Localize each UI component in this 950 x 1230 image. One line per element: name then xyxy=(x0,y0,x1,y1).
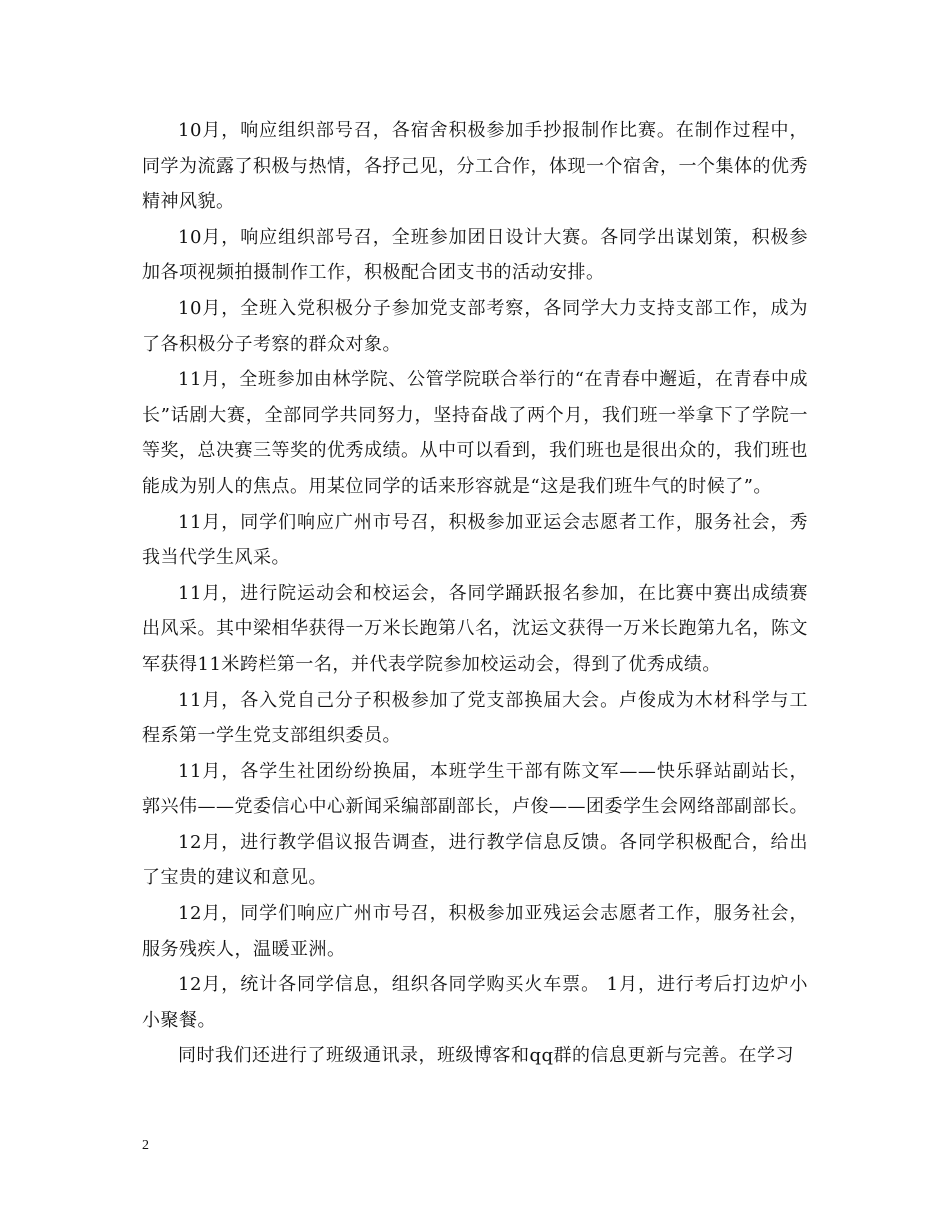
paragraph: 11月，同学们响应广州市号召，积极参加亚运会志愿者工作，服务社会，秀我当代学生风采。 xyxy=(142,511,808,569)
page-number: 2 xyxy=(142,1138,149,1153)
paragraph: 10月，响应组织部号召，全班参加团日设计大赛。各同学出谋划策，积极参加各项视频拍摄制作工作，积极配合团支书的活动安排。 xyxy=(142,226,808,284)
paragraph: 11月，各学生社团纷纷换届，本班学生干部有陈文军——快乐驿站副站长，郭兴伟——党委信心中心新闻采编部副部长，卢俊——团委学生会网络部副部长。 xyxy=(142,760,808,818)
paragraph: 11月，进行院运动会和校运会，各同学踊跃报名参加，在比赛中赛出成绩赛出风采。其中梁相华获得一万米长跑第八名，沈运文获得一万米长跑第九名，陈文军获得11米跨栏第一名，并代表学院参加校运动会，得到了优秀成绩。 xyxy=(142,582,808,675)
paragraph: 同时我们还进行了班级通讯录，班级博客和qq群的信息更新与完善。在学习 xyxy=(178,1045,795,1067)
paragraph: 10月，全班入党积极分子参加党支部考察，各同学大力支持支部工作，成为了各积极分子考察的群众对象。 xyxy=(142,297,808,355)
paragraph: 11月，各入党自己分子积极参加了党支部换届大会。卢俊成为木材科学与工程系第一学生党支部组织委员。 xyxy=(142,689,808,747)
paragraph: 12月，进行教学倡议报告调查，进行教学信息反馈。各同学积极配合，给出了宝贵的建议和意见。 xyxy=(142,831,808,889)
paragraph: 10月，响应组织部号召，各宿舍积极参加手抄报制作比赛。在制作过程中，同学为流露了积极与热情，各抒己见，分工合作，体现一个宿舍，一个集体的优秀精神风貌。 xyxy=(142,120,808,213)
paragraph: 11月，全班参加由林学院、公管学院联合举行的“在青春中邂逅，在青春中成长”话剧大赛，全部同学共同努力，坚持奋战了两个月，我们班一举拿下了学院一等奖，总决赛三等奖的优秀成绩。从中可以看到，我们班也是很出众的，我们班也能成为别人的焦点。用某位同学的话来形容就是“这是我们班牛气的时候了”。 xyxy=(142,369,808,497)
document-body xyxy=(142,113,808,1074)
paragraph: 12月，同学们响应广州市号召，积极参加亚残运会志愿者工作，服务社会，服务残疾人，温暖亚洲。 xyxy=(142,903,808,960)
paragraph: 12月，统计各同学信息，组织各同学购买火车票。 1月，进行考后打边炉小小聚餐。 xyxy=(142,974,808,1031)
